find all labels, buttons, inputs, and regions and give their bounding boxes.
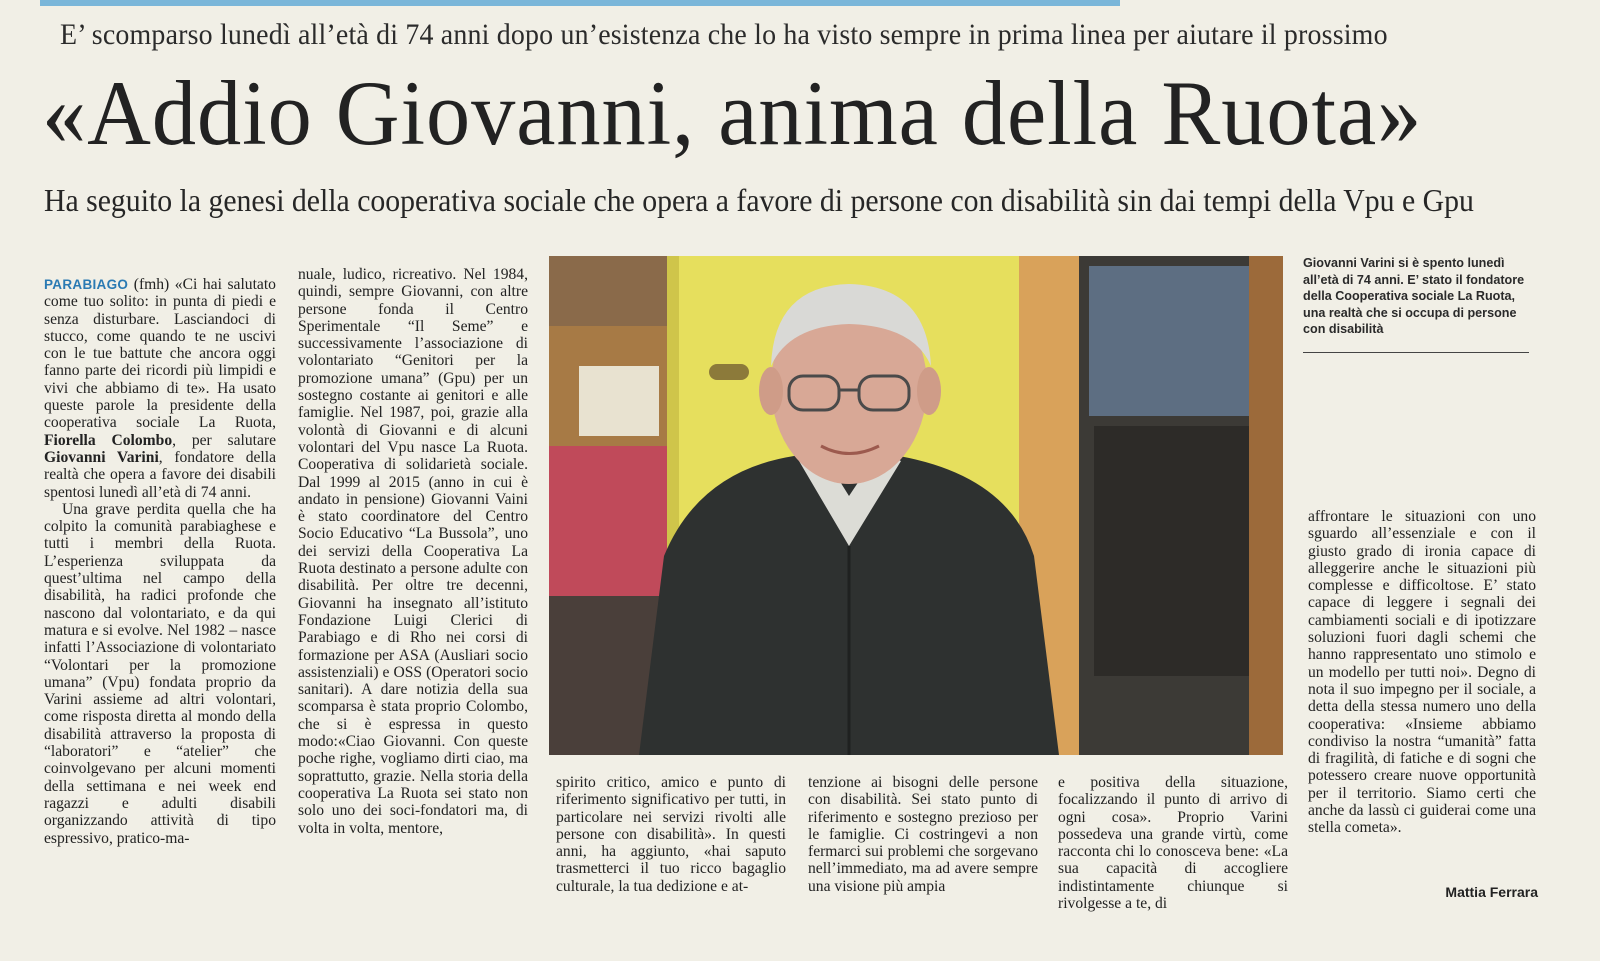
- body-paragraph: nuale, ludico, ricreativo. Nel 1984, quindi, sempre Giovanni, con altre persone fonda il Centro Sperimentale “Il Seme” e successivamente l’associazione di volontariato “Genitori per la promozione umana” (Gpu) per un sostegno costante ai genitori e alle famiglie. Nel 1987, poi, grazie alla volontà di Giovanni e di alcuni volontari del Vpu nasce La Ruota. Cooperativa di solidarietà sociale. Dal 1999 al 2015 (anno in cui è andato in pensione) Giovanni Vaini è stato coordinatore del Centro Socio Educativo “La Bussola”, uno dei servizi della Cooperativa La Ruota destinato a persone adulte con disabilità. Per oltre tre decenni, Giovanni ha insegnato all’istituto Fondazione Luigi Clerici di Parabiago e di Rho nei corsi di formazione per ASA (Ausliari socio assistenziali) e OSS (Operatori socio sanitari). A dare notizia della sua scomparsa è stata proprio Colombo, che si è espressa in questo modo:«Ciao Giovanni. Con queste poche righe, vogliamo dirti ciao, ma soprattutto, grazie. Nella storia della cooperativa La Ruota sei stato non solo uno dei soci-fondatori ma, di volta in volta, mentore,: [298, 266, 528, 837]
- person-name: Fiorella Colombo: [44, 431, 173, 449]
- body-paragraph: tenzione ai bisogni delle persone con disabilità. Sei stato punto di riferimento e sostegno prezioso per le famiglie. Ci costringevi a non fermarci sui problemi che sorgevano nell’immediato, ma ad avere sempre una visione più ampia: [808, 774, 1038, 895]
- article-column-5: [1058, 774, 1288, 924]
- article-column-1: [44, 276, 276, 921]
- body-paragraph: affrontare le situazioni con uno sguardo all’essenziale e con il giusto grado di ironia capace di alleggerire anche le situazioni più complesse e difficoltose. E’ stato capace di leggere i segnali dei cambiamenti sociali e di ipotizzare soluzioni fuori dagli schemi che hanno rappresentato uno stimolo e un modello per tutti noi». Degno di nota il suo impegno per il sociale, a detta della stessa numero uno della cooperativa: «Insieme abbiamo condiviso la nostra “umanità” fatta di fragilità, di fatiche e di sogni che potessero creare nuove opportunità per il territorio. Siamo certi che anche da lassù ci guiderai come una stella cometa».: [1308, 508, 1536, 837]
- headline: «Addio Giovanni, anima della Ruota»: [42, 62, 1423, 164]
- body-paragraph: spirito critico, amico e punto di riferimento significativo per tutti, in particolare nei servizi rivolti alle persone con disabilità». In questi anni, ha aggiunto, «hai saputo trasmetterci il tuo ricco bagaglio culturale, la tua dedizione e at-: [556, 774, 786, 895]
- body-text: , fondatore della realtà che opera a favore dei disabili spentosi lunedì all’età di 74 anni.: [44, 448, 276, 501]
- person-name: Giovanni Varini: [44, 448, 159, 466]
- subheadline: Ha seguito la genesi della cooperativa sociale che opera a favore di persone con disabilità sin dai tempi della Vpu e Gpu: [44, 182, 1474, 218]
- portrait-illustration: [549, 256, 1283, 755]
- kicker: E’ scomparso lunedì all’età di 74 anni dopo un’esistenza che lo ha visto sempre in prima linea per aiutare il prossimo: [60, 18, 1388, 51]
- dateline-city: PARABIAGO: [44, 277, 129, 292]
- portrait-photo: [549, 256, 1283, 755]
- article-column-4: [808, 774, 1038, 924]
- byline: Mattia Ferrara: [1445, 884, 1538, 900]
- caption-rule: [1303, 352, 1529, 353]
- article-column-3: [556, 774, 786, 924]
- body-paragraph: e positiva della situazione, focalizzando il punto di arrivo di ogni cosa». Proprio Varini possedeva una grande virtù, come racconta chi lo conosceva bene: «La sua capacità di accogliere indistintamente chiunque si rivolgesse a te, di: [1058, 774, 1288, 913]
- body-text: , per salutare: [172, 431, 276, 449]
- article-column-6: [1308, 508, 1536, 893]
- article-column-2: [298, 266, 528, 921]
- photo-caption: Giovanni Varini si è spento lunedì all’età di 74 anni. E’ stato il fondatore della Cooperativa sociale La Ruota, una realtà che si occupa di persone con disabilità: [1303, 256, 1525, 336]
- top-rule: [40, 0, 1120, 6]
- body-paragraph: Una grave perdita quella che ha colpito la comunità parabiaghese e tutti i membri della Ruota. L’esperienza sviluppata da quest’ultima nel campo della disabilità, ha radici profonde che nascono dal volontariato, e da qui matura e si evolve. Nel 1982 – nasce infatti l’Associazione di volontariato “Volontari per la promozione umana” (Vpu) fondata proprio da Varini assieme ad altri volontari, come risposta diretta al mondo della disabilità attraverso la proposta di “laboratori” e “atelier” che coinvolgevano per alcuni momenti della settimana e nei week end ragazzi e adulti disabili organizzando attività di tipo espressivo, pratico-ma-: [44, 500, 276, 847]
- body-text: (fmh) «Ci hai salutato come tuo solito: in punta di piedi e senza disturbare. Lasciandoci di stucco, come quando te ne uscivi con le tue battute che ancora oggi fanno parte dei ricordi più limpidi e vivi che abbiamo di te». Ha usato queste parole la presidente della cooperativa sociale La Ruota,: [44, 276, 276, 432]
